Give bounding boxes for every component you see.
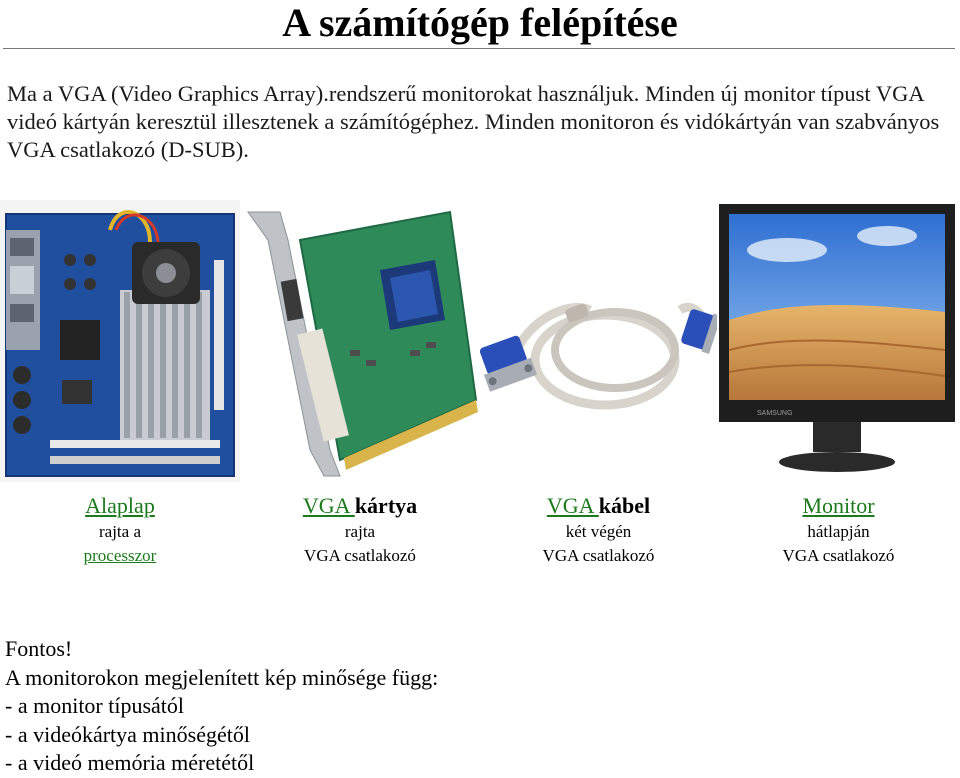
monitor-link[interactable]: Monitor: [802, 493, 875, 518]
notes-line: A monitorokon megjelenített kép minősége függ:: [5, 664, 439, 690]
notes-line: - a videókártya minőségétől: [5, 721, 250, 747]
caption-line: két végén: [565, 522, 632, 541]
caption-line: rajta a: [99, 522, 141, 541]
caption-motherboard: [0, 492, 240, 568]
vga-card-link[interactable]: VGA: [302, 493, 355, 518]
caption-vga-card: [240, 492, 480, 568]
notes-heading: Fontos!: [5, 636, 73, 661]
caption-line: VGA csatlakozó: [304, 546, 416, 565]
motherboard-photo: [0, 200, 240, 482]
monitor-photo: [717, 200, 960, 482]
title-divider: [3, 48, 955, 49]
caption-line: VGA csatlakozó: [542, 546, 655, 565]
notes-line: - a videó memória méretétől: [5, 750, 255, 775]
motherboard-link[interactable]: Alaplap: [85, 493, 155, 518]
notes-line: - a monitor típusától: [5, 693, 185, 718]
caption-vga-cable: [480, 492, 717, 568]
monitor-brand-label: SAMSUNG: [757, 410, 793, 417]
intro-paragraph: Ma a VGA (Video Graphics Array).rendszerű monitorokat használjuk. Minden új monitor típust VGA videó kártyán keresztül illesztenek a számítógéphez. Minden monitoron és vidókártyán van szabványos VGA csatlakozó (D-SUB).: [7, 81, 940, 162]
caption-bold: kártya: [354, 493, 418, 518]
vga-card-photo: [240, 200, 480, 482]
notes-section: [5, 635, 438, 778]
caption-bold: kábel: [598, 493, 651, 518]
page-title: A számítógép felépítése: [282, 0, 678, 45]
processor-link[interactable]: processzor: [83, 546, 157, 565]
caption-line: rajta: [344, 522, 376, 541]
caption-line: hátlapján: [807, 522, 870, 541]
vga-cable-photo: [480, 200, 717, 482]
caption-monitor: [717, 492, 960, 568]
photo-strip: [0, 200, 960, 482]
caption-line: VGA csatlakozó: [782, 546, 895, 565]
vga-cable-link[interactable]: VGA: [546, 493, 599, 518]
